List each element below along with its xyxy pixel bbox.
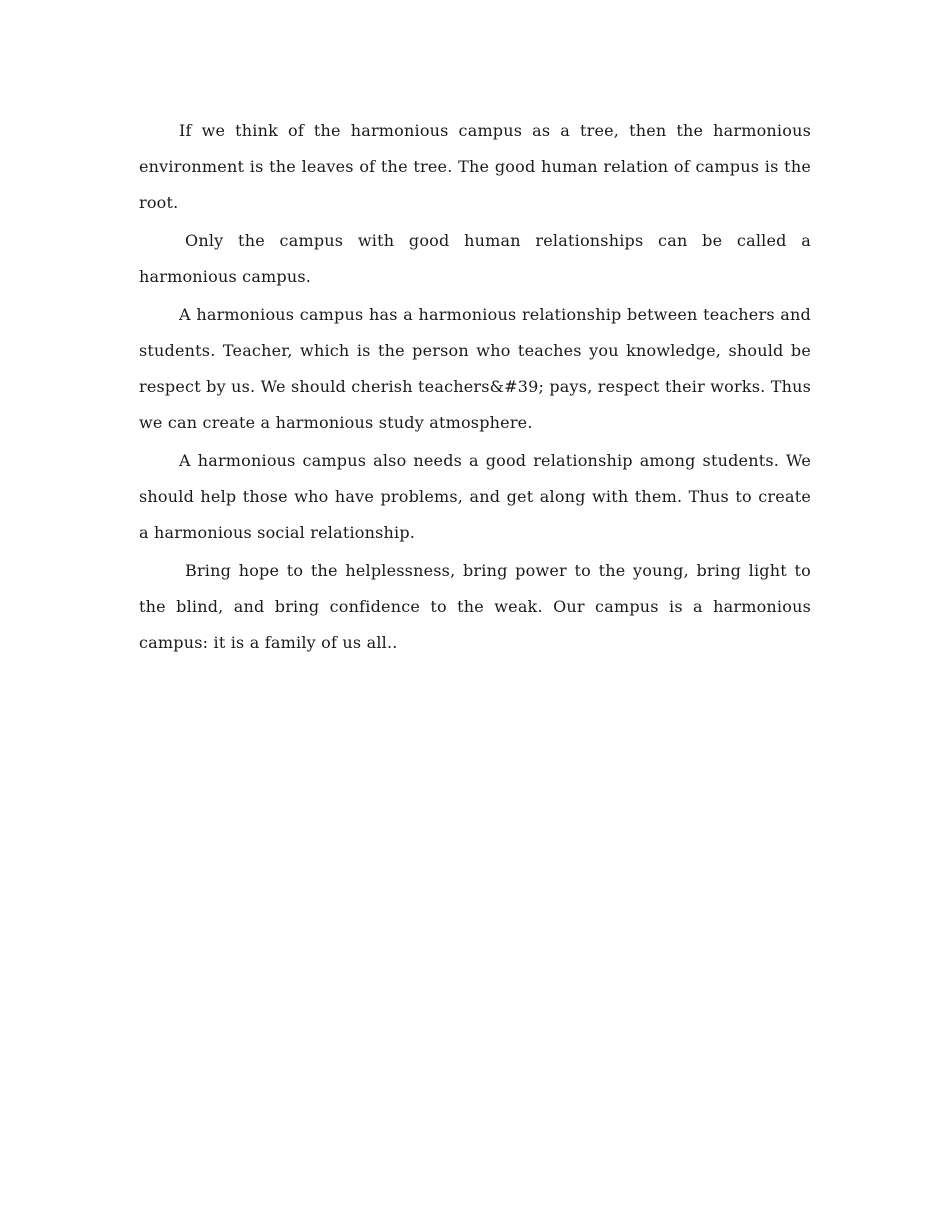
document-body <box>139 113 811 663</box>
paragraph: If we think of the harmonious campus as a tree, then the harmonious environment is the leaves of the tree. The good human relation of campus is the root. <box>139 121 811 212</box>
paragraph: Bring hope to the helplessness, bring power to the young, bring light to the blind, and bring confidence to the weak. Our campus is a harmonious campus: it is a family of us all.. <box>139 561 811 652</box>
paragraph: A harmonious campus has a harmonious relationship between teachers and students. Teacher, which is the person who teaches you knowledge, should be respect by us. We should cherish teachers&#39; pays, respect their works. Thus we can create a harmonious study atmosphere. <box>139 305 811 432</box>
paragraph: A harmonious campus also needs a good relationship among students. We should help those who have problems, and get along with them. Thus to create a harmonious social relationship. <box>139 451 811 542</box>
paragraph: Only the campus with good human relationships can be called a harmonious campus. <box>139 231 811 286</box>
